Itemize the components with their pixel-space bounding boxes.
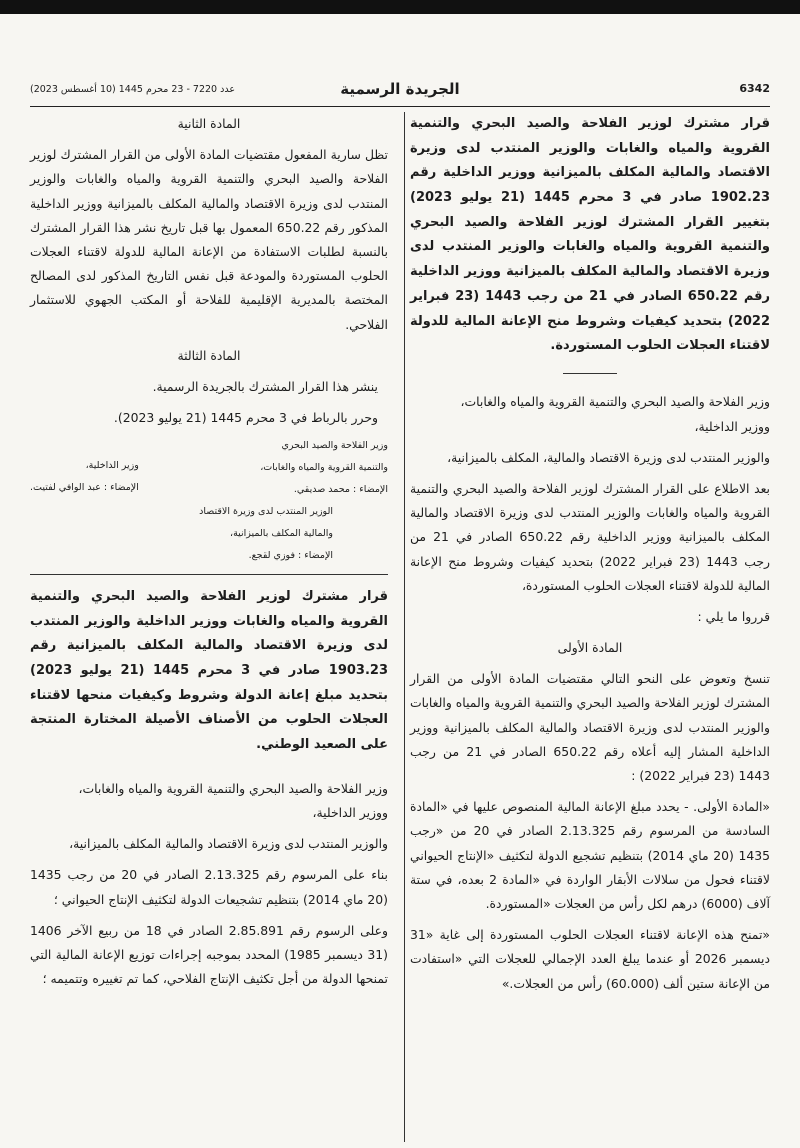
article-1-quote-1: «المادة الأولى. - يحدد مبلغ الإعانة المالية المنصوص عليها في «المادة السادسة من المرسوم رقم 2.13.325 الصادر في 20 من «رجب 1435 (20 ماي 2014) بتنظيم تشجيع الدولة لتكثيف «الإنتاج الحيواني لاقتناء فحول من سلالات الأبقار الواردة في «المادة 2 بعده، في ستة آلاف (6000) درهم لكل رأس من العجلات «المستوردة. [410,799,770,911]
d2-decree-1: بناء على المرسوم رقم 2.13.325 الصادر في 20 من رجب 1435 (20 ماي 2014) بتنظيم تشجيعات الدولة لتكثيف الإنتاج الحيواني ؛ [30,867,388,907]
d2-preamble-budget: والوزير المنتدب لدى وزيرة الاقتصاد والمالية المكلف بالميزانية، [69,836,388,852]
done-at: وحرر بالرباط في 3 محرم 1445 (21 يوليو 2023). [113,410,378,426]
d2-decree-2: وعلى الرسوم رقم 2.85.891 الصادر في 18 من ربيع الآخر 1406 (31 ديسمبر 1985) المحدد بموجبه إجراءات توزيع الإعانة المالية التي تمنحها الدولة من أجل تكثيف الإنتاج الفلاحي، كما تم تغييره وتتميمه ؛ [30,922,388,987]
section-divider [563,373,617,375]
signature-agriculture: وزير الفلاحة والصيد البحري والتنمية القروية والمياه والغابات، الإمضاء : محمد صديقي. [260,440,388,496]
preamble-reference: بعد الاطلاع على القرار المشترك لوزير الفلاحة والصيد البحري والتنمية القروية والمياه والغابات والوزير المنتدب لدى وزيرة الاقتصاد والمالية المكلف بالميزانية ووزير الداخلية رقم 650.22 الصادر في 21 من رجب 1443 (23 فبراير 2022) بتحديد كيفيات وشروط منح الإعانة المالية للدولة لاقتناء العجلات الحلوب المستوردة، [410,480,771,593]
page-number: 6342 [739,82,770,95]
article-3-heading: المادة الثالثة [177,347,241,363]
page-header [30,80,770,107]
article-1-heading: المادة الأولى [557,640,623,656]
article-1-quote-2: «تمنح هذه الإعانة لاقتناء العجلات الحلوب المستوردة إلى غاية «31 ديسمبر 2026 أو عندما يبلغ العدد الإجمالي للعجلات التي «استفادت من الإعانة ستين ألف (60.000) رأس من العجلات.» [410,927,770,991]
d2-preamble-agriculture: وزير الفلاحة والصيد البحري والتنمية القروية والمياه والغابات، ووزير الداخلية، [78,780,388,821]
decision-title: قرار مشترك لوزير الفلاحة والصيد البحري والتنمية القروية والمياه والغابات والوزير المنتدب لدى وزيرة الاقتصاد والمالية المكلف بالميزانية ووزير الداخلية رقم 1902.23 صادر في 3 محرم 1445 (21 يوليو 2023) بتغيير القرار المشترك لوزير الفلاحة والصيد البحري والتنمية القروية والمياه والغابات والوزير المنتدب لدى وزيرة الاقتصاد والمالية المكلف بالميزانية ووزير الداخلية رقم 650.22 الصادر في 21 من رجب 1443 (23 فبراير 2022) بتحديد كيفيات وشروط منح الإعانة المالية للدولة لاقتناء العجلات الحلوب المستوردة. [410,116,771,354]
column-divider [404,112,405,1142]
decision-2-title: قرار مشترك لوزير الفلاحة والصيد البحري والتنمية القروية والمياه والغابات ووزير الداخلية والوزير المنتدب لدى وزيرة الاقتصاد والمالية المكلف بالميزانية رقم 1903.23 صادر في 3 محرم 1445 (21 يوليو 2023) بتحديد مبلغ إعانة الدولة وشروط وكيفيات منحها لاقتناء العجلات الحلوب من الأصناف الأصيلة المختارة المنتجة على الصعيد الوطني. [30,589,389,753]
signature-interior: وزير الداخلية، الإمضاء : عبد الوافي لفتيت. [30,460,139,494]
signature-budget: الوزير المنتدب لدى وزيرة الاقتصاد والمالية المكلف بالميزانية، الإمضاء : فوزي لقجع. [199,506,333,562]
issue-info: عدد 7220 - 23 محرم 1445 (10 أغسطس 2023) [30,84,235,95]
preamble-minister-budget: والوزير المنتدب لدى وزيرة الاقتصاد والمالية، المكلف بالميزانية، [447,449,770,465]
article-2-text: تظل سارية المفعول مقتضيات المادة الأولى من القرار المشترك لوزير الفلاحة والصيد البحري والتنمية القروية والمياه والغابات والوزير المنتدب لدى وزيرة الاقتصاد والمالية المكلف بالميزانية ووزير الداخلية المذكور رقم 650.22 المعمول بها قبل تاريخ نشر هذا القرار المشترك بالنسبة لطلبات الاستفادة من الإعانة المالية للدولة لاقتناء العجلات الحلوب المستوردة والمودعة قبل نفس التاريخ المذكور لدى المصالح المختصة بالمديرية الإقليمية للفلاحة أو المكتب الجهوي للاستثمار الفلاحي. [30,147,388,332]
right-column [410,112,770,1003]
preamble-minister-agriculture: وزير الفلاحة والصيد البحري والتنمية القروية والمياه والغابات، ووزير الداخلية، [460,394,770,434]
decided-line: قرروا ما يلي : [697,608,770,624]
left-column [30,112,388,998]
article-2-heading: المادة الثانية [177,116,241,131]
article-1-text: تنسخ وتعوض على النحو التالي مقتضيات المادة الأولى من القرار المشترك لوزير الفلاحة والصيد البحري والتنمية القروية والمياه والغابات والوزير المنتدب لدى وزيرة الاقتصاد والمالية المكلف بالميزانية ووزير الداخلية المشار إليه أعلاه رقم 650.22 الصادر في 21 من رجب 1443 (23 فبراير 2022) : [410,671,771,783]
journal-title: الجريدة الرسمية [340,80,460,98]
decision-separator [30,574,388,576]
scan-top-edge [0,0,800,14]
signatures [30,437,388,565]
article-3-text: ينشر هذا القرار المشترك بالجريدة الرسمية. [152,378,378,394]
